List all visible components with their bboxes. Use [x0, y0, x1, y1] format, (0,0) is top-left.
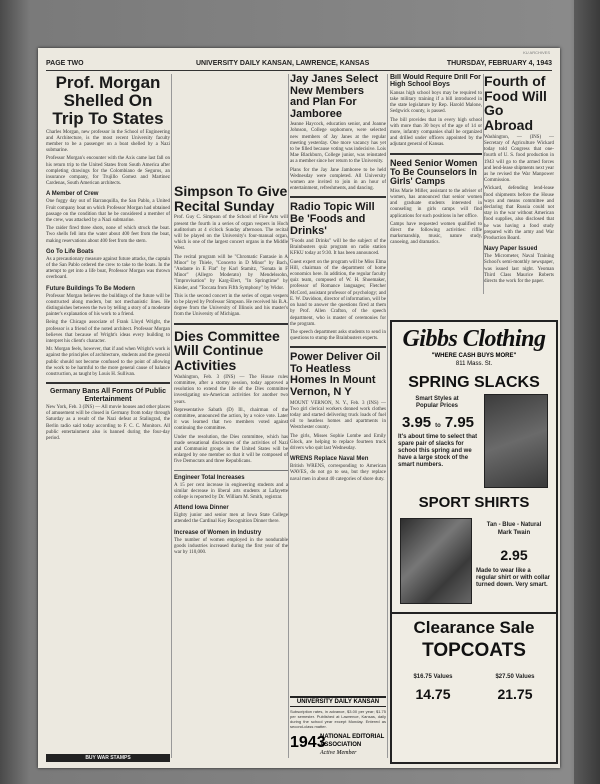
subhead: Navy Paper Issued [484, 246, 538, 253]
subhead: A Member of Crew [46, 191, 99, 198]
article-text: Washington, Feb. 3 (INS) — The House rules committee, after a stormy session, today approved a resolution to extend the life of the Dies committee investigating un-American activities for another two years. [174, 374, 288, 405]
subhead: Go To Life Boats [46, 248, 94, 255]
binder-edge [574, 0, 600, 784]
masthead-title: UNIVERSITY DAILY KANSAN [290, 696, 386, 707]
article-text: Professor Morgan's encounter with the Axis came last fall on his return trip to the United States from South America after completing drawings for the Colombiano de Seguros, an insurance company, for Trujillo Gomez and Martinez Cardenas, South American architects. [46, 156, 170, 187]
shirts-style: Mark Twain [497, 530, 531, 536]
headline-food: Fourth of Food Will Go Abroad [484, 74, 547, 134]
slacks-price-low: 3.95 [401, 414, 432, 431]
article-text: Mr. Morgan feels, however, that if and when Wright's work is against the principles of architecture, students and the general public should not become confused to the point of allowing the work to be harmful to the more general cause of balance construction, as taught by Louis H. Sullivan. [46, 347, 170, 378]
divider [46, 382, 170, 384]
headline-drill-bill: Bill Would Require Drill For High School Boys [390, 74, 481, 89]
headline-counselors: Need Senior Women To Be Counselors In Girls' Camps [390, 157, 478, 187]
article-text: As a precautionary measure against future attacks, the captain of the San Pablo ordered the crew to take to the boats. In the attempt to get into a life boat, Professor Morgan was thrown overboard. [46, 256, 170, 281]
war-stamps-banner: BUY WAR STAMPS [46, 754, 170, 762]
article-text: Wickard, defending lend-lease food shipments before the House ways and means committee and declaring that Russia could not stay in the war without American food supplies, also disclosed that he was having a food study prepared with the army and War Production Board. [484, 186, 554, 241]
article-text: Charles Morgan, new professor in the School of Engineering and Architecture, is the most recent University faculty member to be a passenger on a boat shelled by a Nazi submarine. [46, 129, 170, 154]
nea-logo [290, 732, 386, 762]
nea-line3: Active Member [320, 750, 357, 756]
article-text: Camps have requested women qualified to direct the following activities: riflle marksmanship, music, nature study, canoeing, and dramatics. [390, 221, 482, 246]
nea-line1: NATIONAL EDITORIAL [320, 734, 385, 740]
column-rule [387, 74, 388, 758]
divider [174, 323, 288, 325]
article-text: New York, Feb. 3 (INS) — All movie houses and other places of amusement will be closed in Germany from today through Saturday as a result of the Nazi defeat at Stalingrad, the Berlin radio said today according to F. C. C. Monitors. All public entertainment also is banned during the four-day period. [46, 404, 170, 441]
nea-year: 1943 [290, 734, 326, 751]
headline-oil: Power Deliver Oil To Heatless Homes In Mount Vernon, N Y [290, 351, 381, 398]
article-text: Being the Chicago associate of Frank Lloyd Wright, the professor is a friend of the noted architect. Professor Morgan believes that because of Wright's ideas every building to interpret his client's character. [46, 320, 170, 345]
slacks-heading: SPRING SLACKS [408, 374, 540, 391]
subhead: Future Buildings To Be Modern [46, 285, 135, 292]
divider [290, 196, 386, 198]
ad-slogan: "WHERE CASH BUYS MORE" [431, 353, 517, 359]
coat2-price: 21.75 [497, 686, 533, 702]
article-text: British WRENS, corresponding to American WAVES, do not go to sea, but they replace naval men in about 40 categories of shore duty. [290, 464, 386, 482]
slacks-sub2: Popular Prices [415, 403, 459, 409]
newspaper-page [38, 48, 560, 768]
headline-germany: Germany Bans All Forms Of Public Entertainment [49, 388, 167, 403]
article-text: Kansas high school boys may be required to take military training if a bill introduced in the state legislature by Rep. Harold Malone, Sedgwick county, is passed. [390, 90, 482, 115]
headline-morgan: Prof. Morgan Shelled On Trip To States [52, 74, 164, 128]
shirts-description: Made to wear like a regular shirt or with collar turned down. Very smart. [476, 568, 551, 588]
shirts-colors: Tan - Blue - Natural [486, 522, 542, 528]
column-5 [484, 74, 554, 294]
slacks-price-high: 7.95 [444, 414, 475, 431]
shirt-illustration [400, 518, 472, 604]
headline-dies: Dies Committee Will Continue Activities [174, 327, 280, 373]
slacks-illustration [484, 394, 548, 488]
masthead-box [290, 696, 386, 762]
article-text: The raider fired three shots, none of which struck the boat. Two shells fell into the water about 400 feet from the boat, making reservations about 400 feet from the stern. [46, 226, 170, 244]
article-text: Eighty junior and senior men at Iowa State College attended the Cardinal Key Recognition Dinner there. [174, 513, 288, 525]
column-2 [174, 74, 288, 758]
column-1 [46, 74, 170, 758]
shirts-heading: SPORT SHIRTS [418, 494, 530, 511]
article-text: The number of women employed in the nondurable goods industries increased during the first year of the war by 110,000. [174, 537, 288, 555]
slacks-price [396, 414, 480, 432]
divider [390, 153, 482, 155]
shirts-price: 2.95 [500, 547, 528, 563]
article-text: Prof. Guy C. Simpson of the School of Fine Arts will present the fourth in a series of organ vespers in Hoch auditorium at 4 o'clock Sunday afternoon. The recital will be played on the University's four-manual organ, which is one of the largest concert organs in the Middle West. [174, 215, 288, 252]
coat1-values: $16.75 Values [413, 674, 453, 680]
article-text: Guest expert on the program will be Miss Elma Hill, chairman of the department of home economics here. In addition, the regular faculty quiz team, composed of W. H. Shoemaker, professor of Romance languages; Fletcher McCord, assistant professor of psychology; and E. W. Davidson, director of information, will be on hand to answer the questions fired at them by Prof. Allen Crafton, of the speech department, who is master of ceremonies for the program. [290, 259, 386, 327]
article-text: A 15 per cent increase in engineering students and a similar decrease in liberal arts students at Lafayette college is reported by Dr. William M. Smith, registrar. [174, 482, 288, 500]
column-rule [171, 74, 172, 758]
article-text: Miss Marie Miller, assistant to the adviser of women, has announced that senior women and graduate students interested in counseling in girls camps will find applications for such positions in her office. [390, 188, 482, 219]
article-text: Washington, — (INS) — Secretary of Agriculture Wickard today told Congress that one-fourth of U. S. food production in 1943 will go to the armed forces and lend-lease shipments next year as he revised the War Manpower Commission. [484, 134, 554, 184]
divider [290, 346, 386, 348]
ad-address: 811 Mass. St. [455, 361, 493, 367]
topcoats-heading: TOPCOATS [422, 640, 526, 661]
subhead: Attend Iowa Dinner [174, 505, 229, 512]
article-text: The Micrometer, Naval Training School's semi-monthly newspaper, was issued last night. Yeoman Third Class Maurice Roberts directs the work for the paper. [484, 254, 554, 285]
slacks-description: It's about time to select that spare pair of slacks for school this spring and we have a large stock of the smart numbers. [398, 434, 478, 468]
page-number: PAGE TWO [46, 60, 84, 67]
article-text: Professor Morgan believes the buildings of the future will be constructed along modern, but not mechanistic lines. He distinguishes between the two by telling a story of a moderate painter's explanation of his work to a friend. [46, 293, 170, 318]
article-text: One foggy day out of Barranquilla, the San Pablo, a United Fruit company boat on which Professor Morgan had obtained passage on the condition that he be considered a member of the crew, was attacked by a Nazi submarine. [46, 199, 170, 223]
coat2-values: $27.50 Values [495, 674, 535, 680]
article-text: Under the resolution, the Dies committee, which has made sensational disclosures of the activities of Nazi and Communist groups in the United States will be enlarged by one member so that it will be composed of five Democrats and three Republicans. [174, 434, 288, 465]
article-text: This is the second concert in the series of organ vespers to be played by Professor Simpson. He received his B.A. degree from the University of Illinois and his master's from the University of Michigan. [174, 293, 288, 318]
divider [174, 470, 288, 471]
archive-stamp: KU ARCHIVES [523, 50, 550, 55]
column-rule [288, 74, 289, 758]
article-text: The speech department asks students to send in questions to stump the Brainbusters experts. [290, 329, 386, 342]
sale-heading: Clearance Sale [413, 618, 535, 637]
headline-jay-janes: Jay Janes Select New Members and Plan For Jamboree [290, 74, 379, 120]
subhead: WRENS Replace Naval Men [290, 456, 369, 463]
ad-logo: Gibbs Clothing [402, 326, 546, 352]
masthead-text: Subscription rates, in advance, $3.00 per year; $1.75 per semester. Published at Lawrence, Kansas, daily during the school year except Monday. Entered as second-class matter. [290, 709, 386, 729]
article-text: "Foods and Drinks" will be the subject of the Brainbusters quiz program on radio station KFKU today at 9:30. It has been announced. [290, 239, 386, 257]
article-text: Plans for the Jay Jane Jamboree to be held Wednesday were completed. All University women are invited to join in an hour of entertainment, refreshments, and dancing. [290, 167, 386, 192]
paper-name: UNIVERSITY DAILY KANSAN, LAWRENCE, KANSAS [196, 60, 370, 67]
article-text: Jeanne Haycock, education senior, and Joanne Johnson, College sophomore, were selected new members of Jay Janes at the regular meeting yesterday. One more vacancy has yet to be filled because voting was indecisive. Lois Mae Blackburn, College junior, was reinstated as a member since her return to the University. [290, 122, 386, 165]
article-text: The girls, Misses Sophie Lombe and Emily Glock, are helping to replace fourteen truck drivers who quit last Wednesday. [290, 433, 386, 451]
coat1-price: 14.75 [415, 686, 451, 702]
issue-date: THURSDAY, FEBRUARY 4, 1943 [446, 60, 552, 67]
slacks-sub1: Smart Styles at [415, 396, 459, 402]
nea-line2: ASSOCIATION [320, 742, 362, 748]
slacks-price-to: to [435, 423, 441, 429]
column-3 [290, 74, 386, 692]
column-4 [390, 74, 482, 320]
article-text: Representative Sabath (D) Ill., chairman of the committee, announced the action, by a voice vote. Later it was learned that two members voted against continuing the committee. [174, 407, 288, 432]
page-header [46, 60, 552, 71]
article-text: MOUNT VERNON, N. Y., Feb. 3 (INS) — Two girl clerical workers donned work clothes today and started delivering truck loads of fuel oil to heatless homes and apartments in Westchester county. [290, 400, 386, 431]
gibbs-clothing-ad [390, 320, 558, 764]
ad-divider [392, 612, 556, 614]
headline-radio: Radio Topic Will Be 'Foods and Drinks' [290, 201, 375, 237]
article-text: The bill provides that in every high school with more than 30 boys of the age of 14 or more, infantry companies shall be organized and drilled under officers appointed by the adjutant general of Kansas. [390, 117, 482, 148]
subhead: Increase of Women in Industry [174, 529, 262, 536]
subhead: Engineer Total Increases [174, 474, 245, 481]
article-text: The recital program will be "Chromatic Fantasie in A Minor" by Thiele, "Concerto in D Minor" by Bach, "Andante in E Flat" by Karl Stamitz, "Sonata in F Minor" (Allegro Moderato) by Mendelssohn, "Improvisation" by Karg-Elert, "In Springtime" by Kinder, and "Toccata from Fifth Symphony" by Widor. [174, 254, 288, 291]
headline-simpson: Simpson To Give Recital Sunday [174, 183, 288, 214]
